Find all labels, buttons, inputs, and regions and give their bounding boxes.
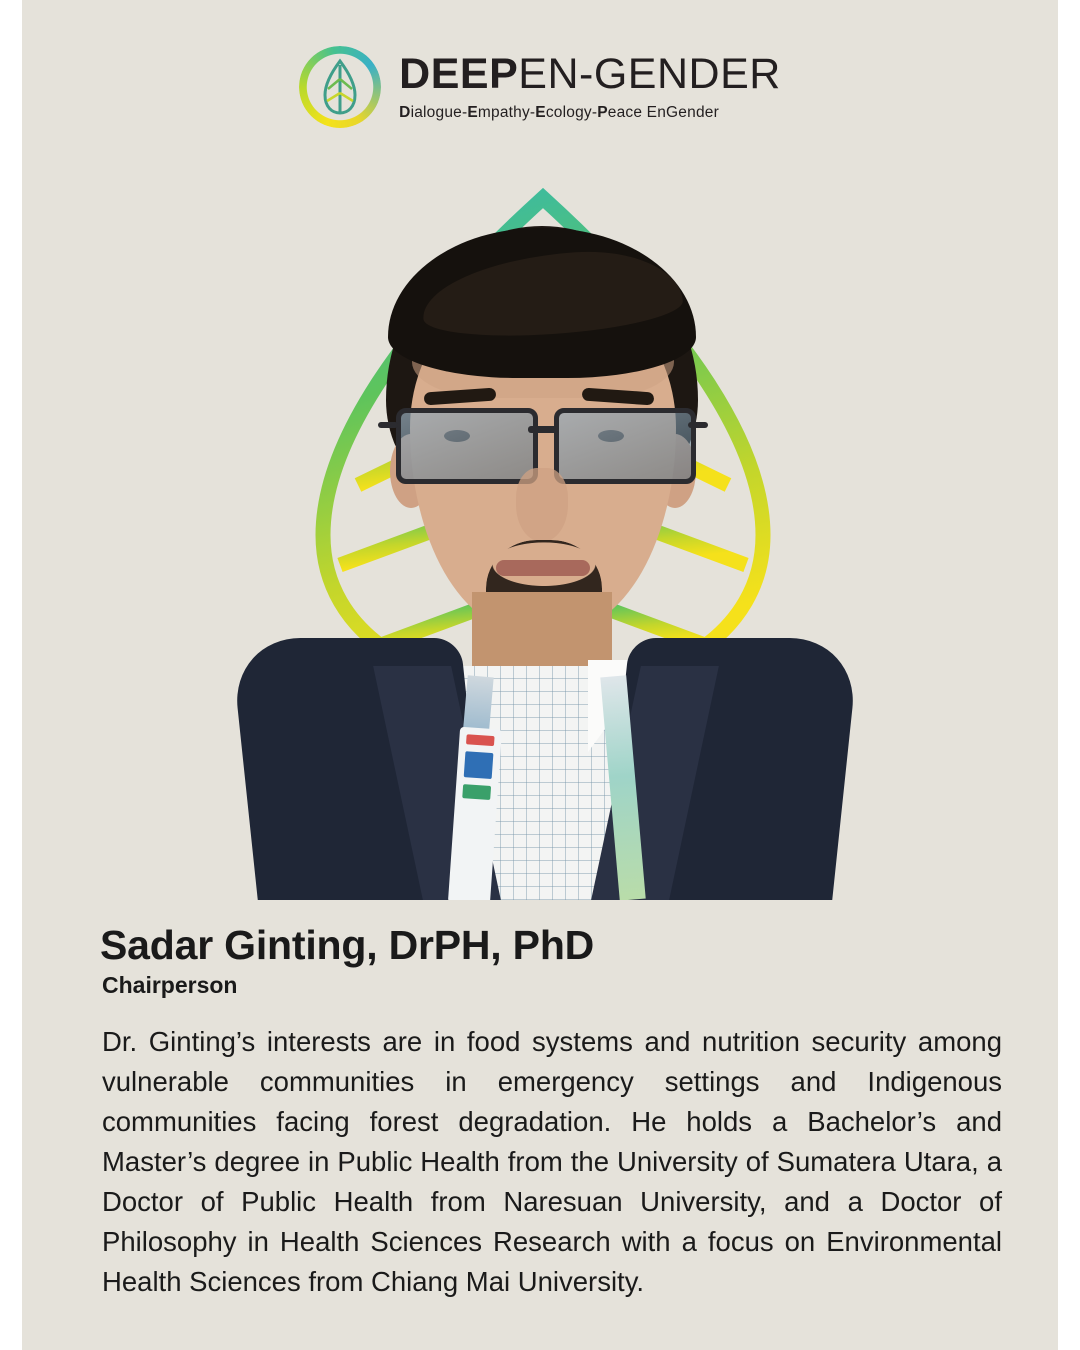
lens-right: [554, 408, 696, 484]
logo-title-light: EN-GENDER: [518, 50, 781, 99]
person-name: Sadar Ginting, DrPH, PhD: [100, 922, 595, 968]
mouth: [496, 560, 590, 576]
logo-wordmark: [399, 50, 781, 122]
logo-leaf-glyph: [311, 55, 369, 119]
glasses-bridge: [528, 426, 558, 433]
leaf-circle-icon: [299, 46, 381, 128]
logo-title-bold: DEEP: [399, 50, 519, 99]
person-bio: Dr. Ginting’s interests are in food systems and nutrition security among vulnerable communities in emergency settings and Indigenous communities facing forest degradation. He holds a Bachelor’s and Master’s degree in Public Health from the University of Sumatera Utara, a Doctor of Public Health from Naresuan University, and a Doctor of Philosophy in Health Sciences Research with a focus on Environmental Health Sciences from Chiang Mai University.: [102, 1026, 1002, 1297]
glasses-temple-right: [688, 422, 708, 428]
nose: [516, 468, 568, 542]
glasses-temple-left: [378, 422, 398, 428]
person-figure: [186, 168, 900, 900]
person-role: Chairperson: [102, 972, 238, 998]
badge-stripe-blue: [464, 751, 494, 779]
lens-left: [396, 408, 538, 484]
portrait-photo: [186, 168, 900, 900]
badge-stripe-red: [466, 734, 495, 746]
logo-tagline: Dialogue-Empathy-Ecology-Peace EnGender: [399, 104, 719, 122]
brand-logo: [22, 46, 1058, 128]
badge-stripe-green: [462, 784, 491, 800]
logo-title: [399, 50, 781, 99]
profile-card: [22, 0, 1058, 1350]
